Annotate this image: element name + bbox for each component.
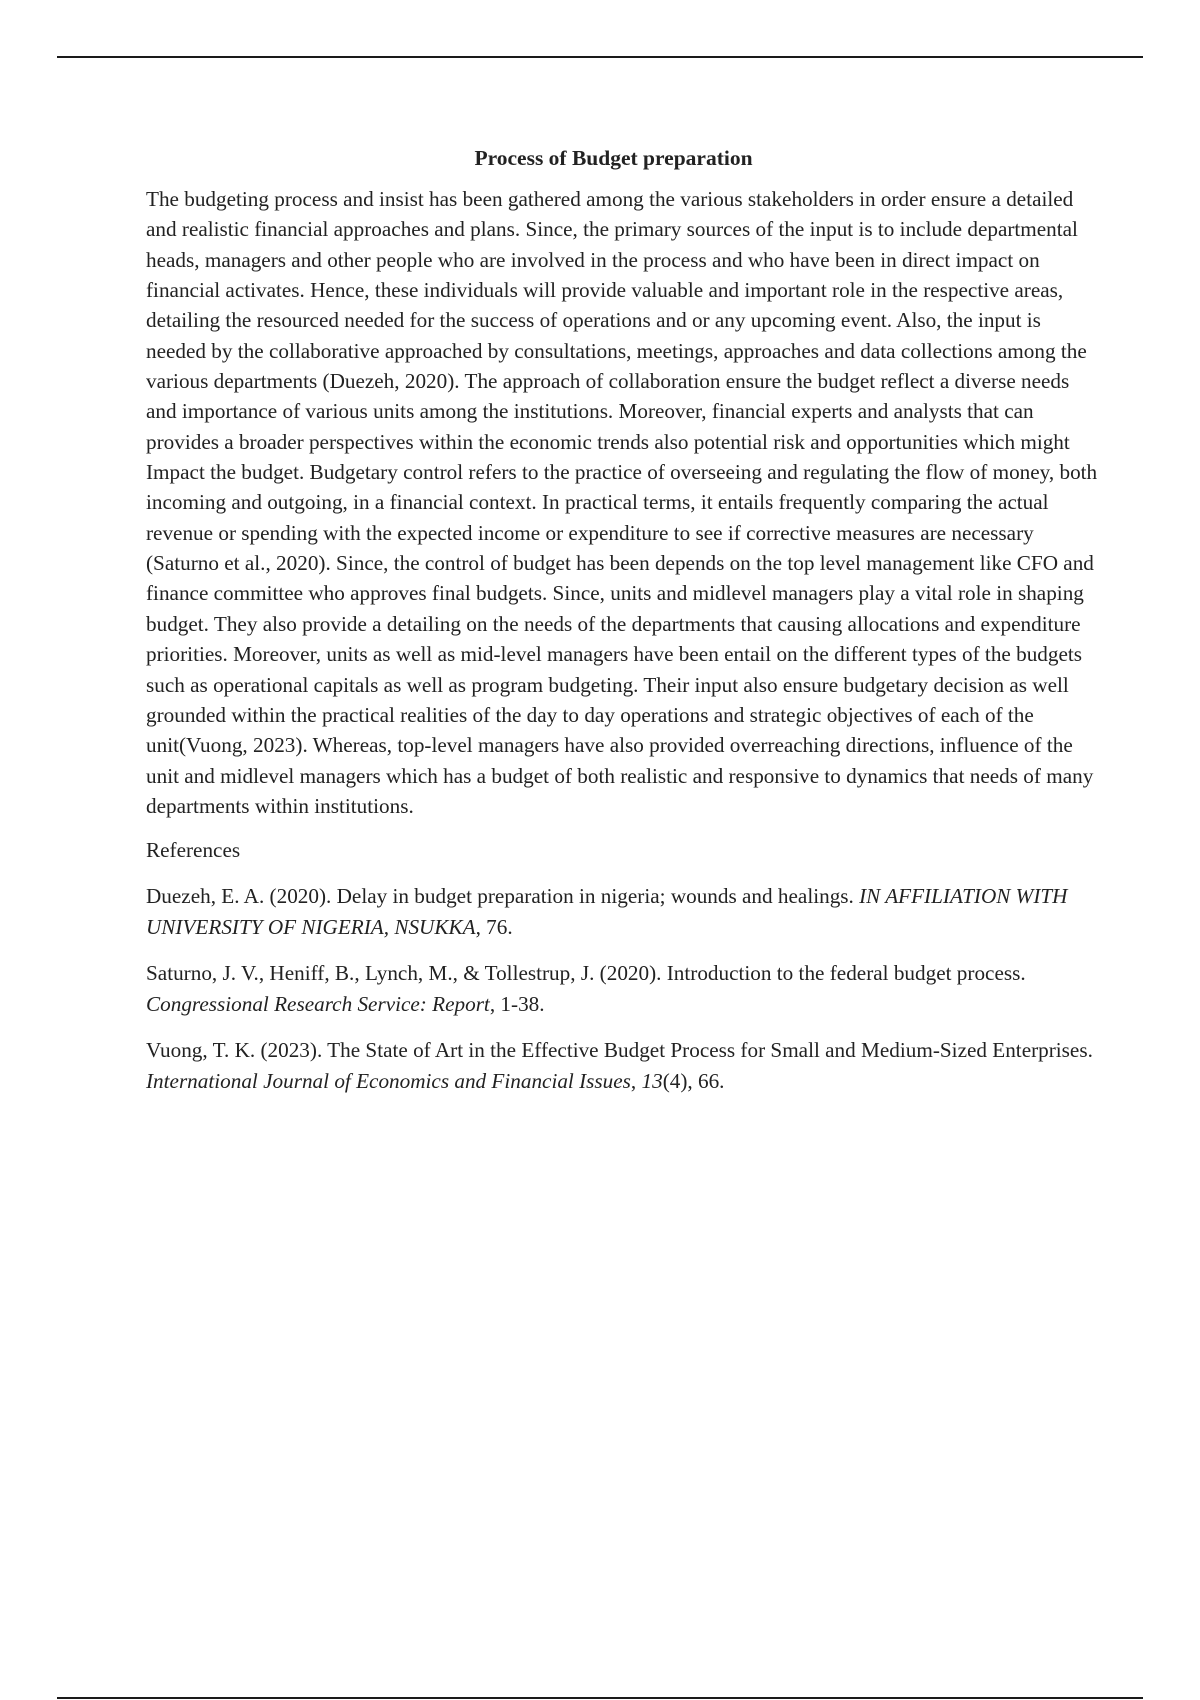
reference-tail: , [630,1068,642,1093]
document-title: Process of Budget preparation [474,146,753,170]
references-heading: References [146,838,241,863]
header-rule [57,56,1143,58]
reference-tail: , 1-38. [489,991,545,1016]
reference-source: International Journal of Economics and Financial Issues [146,1068,631,1093]
reference-volume: 13 [641,1068,663,1093]
reference-source: Congressional Research Service: Report [146,991,490,1016]
reference-text: Vuong, T. K. (2023). The State of Art in the Effective Budget Process for Small and Medium-Sized Enterprises. [146,1038,1093,1063]
reference-entry-vuong [146,1035,1101,1096]
footer-rule [57,1697,1143,1699]
reference-text: Saturno, J. V., Heniff, B., Lynch, M., & Tollestrup, J. (2020). Introduction to the federal budget process. [146,961,1026,986]
reference-entry-duezeh [146,881,1101,942]
reference-source: IN AFFILIATION WITH UNIVERSITY OF NIGERIA, NSUKKA [146,884,1068,939]
reference-entry-saturno [146,958,1101,1019]
reference-tail: , 76. [475,914,513,939]
reference-text: Duezeh, E. A. (2020). Delay in budget preparation in nigeria; wounds and healings. [146,884,860,909]
document-content [146,144,1101,1112]
reference-pages: (4), 66. [662,1068,725,1093]
body-paragraph: The budgeting process and insist has been gathered among the various stakeholders in order ensure a detailed and realistic financial approaches and plans. Since, the primary sources of the input is to include departmental heads, managers and other people who are involved in the process and who have been in direct impact on financial activates. Hence, these individuals will provide valuable and important role in the respective areas, detailing the resourced needed for the success of operations and or any upcoming event. Also, the input is needed by the collaborative approached by consultations, meetings, approaches and data collections among the various departments (Duezeh, 2020). The approach of collaboration ensure the budget reflect a diverse needs and importance of various units among the institutions. Moreover, financial experts and analysts that can provides a broader perspectives within the economic trends also potential risk and opportunities which might Impact the budget. Budgetary control refers to the practice of overseeing and regulating the flow of money, both incoming and outgoing, in a financial context. In practical terms, it entails frequently comparing the actual revenue or spending with the expected income or expenditure to see if corrective measures are necessary (Saturno et al., 2020). Since, the control of budget has been depends on the top level management like CFO and finance committee who approves final budgets. Since, units and midlevel managers play a vital role in shaping budget. They also provide a detailing on the needs of the departments that causing allocations and expenditure priorities. Moreover, units as well as mid-level managers have been entail on the different types of the budgets such as operational capitals as well as program budgeting. Their input also ensure budgetary decision as well grounded within the practical realities of the day to day operations and strategic objectives of each of the unit(Vuong, 2023). Whereas, top-level managers have also provided overreaching directions, influence of the unit and midlevel managers which has a budget of both realistic and responsive to dynamics that needs of many departments within institutions. [146,187,1098,818]
